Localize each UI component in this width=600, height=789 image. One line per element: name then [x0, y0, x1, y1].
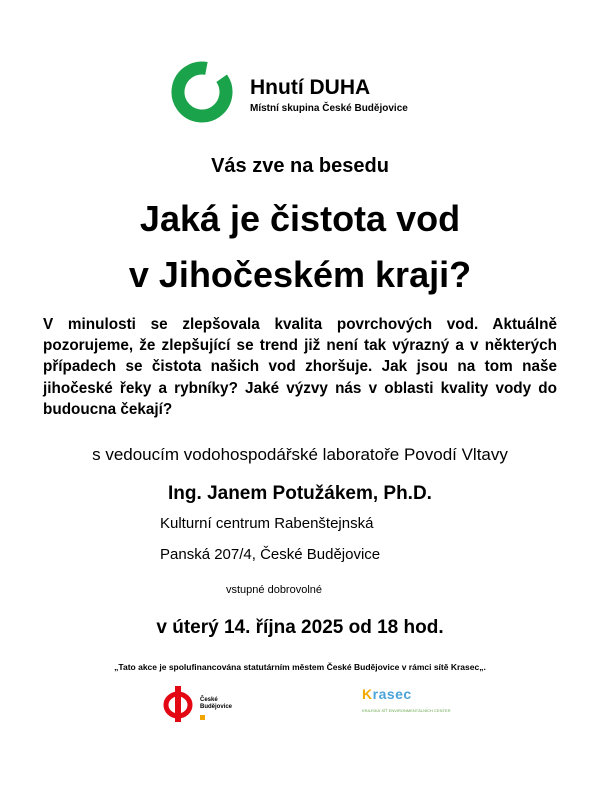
speaker-role: s vedoucím vodohospodářské laboratoře Povodí Vltavy: [92, 445, 508, 464]
description-text: V minulosti se zlepšovala kvalita povrchových vod. Aktuálně pozorujeme, že zlepšující se trend již není tak výrazný a v některých případech se čistota našich vod zhoršuje. Jak jsou na tom naše jihočeské řeky a rybníky? Jaké výzvy nás v oblasti kvality vody do budoucna čekají?: [43, 316, 557, 418]
event-date: v úterý 14. října 2025 od 18 hod.: [156, 617, 444, 638]
krasec-rest: rasec: [372, 686, 412, 702]
cb-square-icon: [200, 715, 205, 720]
speaker-name: Ing. Janem Potužákem, Ph.D.: [168, 483, 432, 504]
krasec-k: K: [362, 686, 373, 702]
venue-name: Kulturní centrum Rabenštejnská: [160, 515, 374, 532]
phi-icon: [160, 683, 196, 723]
venue-address: Panská 207/4, České Budějovice: [160, 546, 381, 563]
cb-line-1: České: [200, 697, 218, 703]
logo-name: Hnutí DUHA: [250, 76, 371, 99]
invite-text: Vás zve na besedu: [211, 155, 389, 177]
logo-subtitle: Místní skupina České Budějovice: [250, 103, 408, 114]
description: [43, 314, 557, 420]
krasec-logo: [362, 686, 452, 722]
krasec-subtitle: KRAJSKÁ SÍŤ ENVIRONMENTÁLNÍCH CENTER: [362, 708, 451, 713]
title-line-2: v Jihočeském kraji?: [128, 254, 472, 295]
ceske-budejovice-logo: [160, 683, 233, 723]
hnuti-duha-logo: [170, 60, 430, 124]
title-line-1: Jaká je čistota vod: [139, 198, 461, 239]
cb-line-2: Budějovice: [200, 704, 233, 710]
entry-fee: vstupné dobrovolné: [226, 584, 323, 596]
duha-ring-icon: [170, 60, 234, 124]
funding-note: „Tato akce je spolufinancována statutárním městem České Budějovice v rámci sítě Krasec„.: [114, 662, 486, 672]
